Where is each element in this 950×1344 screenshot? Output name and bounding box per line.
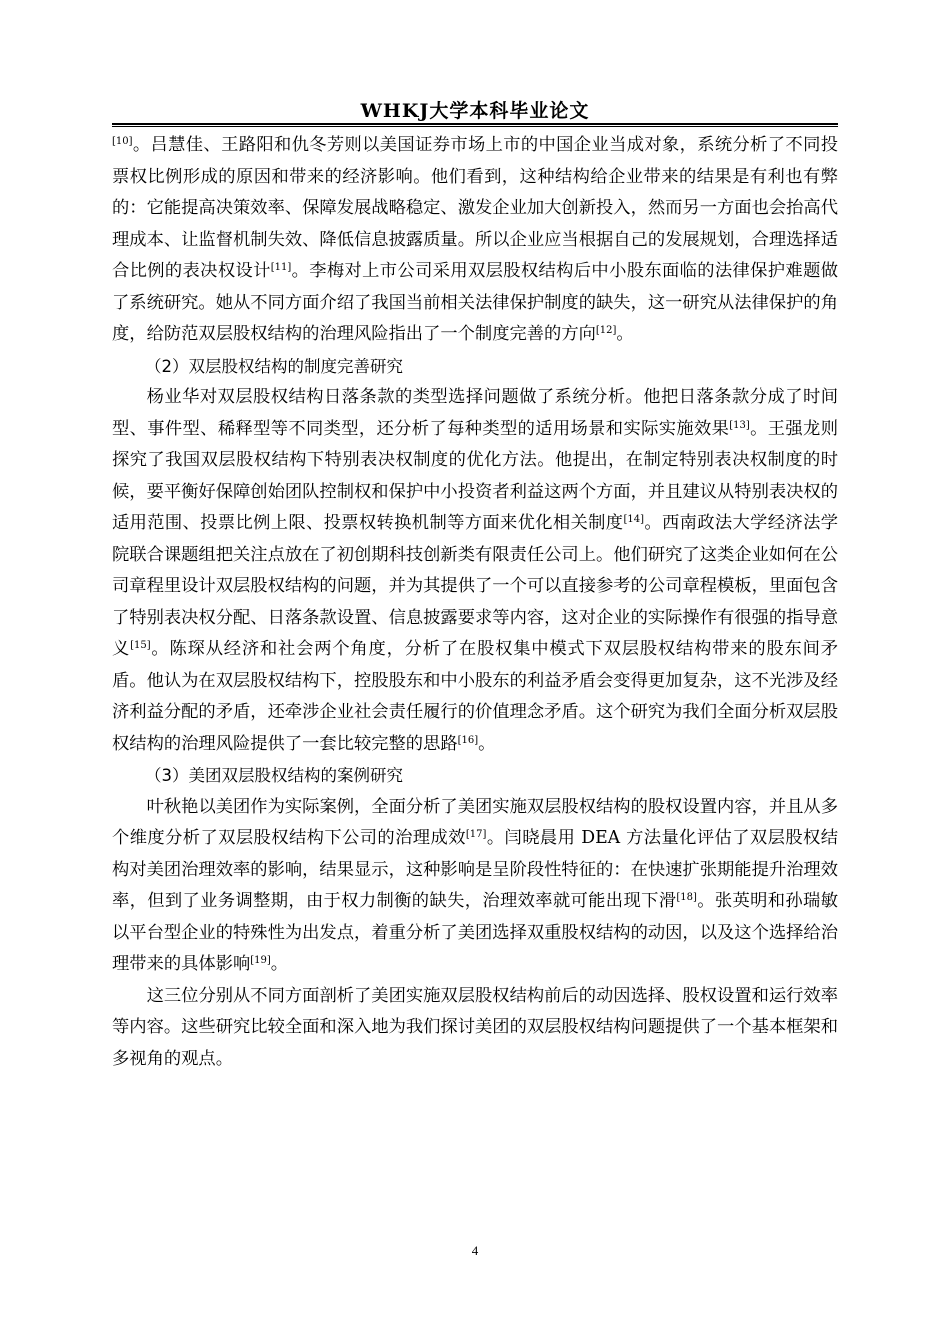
citation-marker: [17] — [465, 829, 487, 840]
text-run: 。李梅对上市公司采用双层股权结构后中小股东面临的法律保护难题做了系统研究。她从不同方面介绍了我国当前相关法律保护制度的缺失，这一研究从法律保护的角度，给防范双层股权结构的治理风险指出了一个制度完善的方向 — [112, 261, 838, 344]
text-run: 叶秋艳以美团作为实际案例，全面分析了美团实施双层股权结构的股权设置内容，并且从多个维度分析了双层股权结构下公司的治理成效 — [112, 796, 838, 848]
citation-marker: [15] — [130, 640, 151, 651]
section-heading — [112, 351, 838, 383]
citation-marker: [19] — [250, 955, 271, 966]
page-header-title: WHKJ大学本科毕业论文 — [360, 100, 590, 122]
text-run: （3）美团双层股权结构的案例研究 — [145, 766, 403, 785]
text-run: （2）双层股权结构的制度完善研究 — [145, 356, 403, 376]
paragraph — [112, 792, 838, 981]
page-number: 4 — [471, 1243, 479, 1258]
citation-marker: [12] — [595, 325, 617, 336]
text-run: 。西南政法大学经济法学院联合课题组把关注点放在了初创期科技创新类有限责任公司上。他们研究了这类企业如何在公司章程里设计双层股权结构的问题，并为其提供了一个可以直接参考的公司章程模板，里面包含了特别表决权分配、日落条款设置、信息披露要求等内容，这对企业的实际操作有很强的指导意义 — [112, 513, 838, 659]
section-heading — [112, 760, 838, 792]
body-text — [112, 130, 838, 1075]
text-run: 。 — [270, 954, 289, 974]
text-run: 。 — [478, 733, 496, 754]
text-run: 。 — [616, 324, 634, 344]
text-run: 。闫晓晨用 DEA 方法量化评估了双层股权结构对美团治理效率的影响，结果显示，这种影响是呈阶段性特征的：在快速扩张期能提升治理效率，但到了业务调整期，由于权力制衡的缺失，治理效率就可能出现下滑 — [112, 828, 838, 911]
citation-marker: [18] — [676, 892, 697, 903]
paragraph — [112, 382, 838, 760]
text-run: 。吕慧佳、王路阳和仇冬芳则以美国证券市场上市的中国企业当成对象，系统分析了不同投票权比例形成的原因和带来的经济影响。他们看到，这种结构给企业带来的结果是有利也有弊的：它能提高决策效率、保障发展战略稳定、激发企业加大创新投入，然而另一方面也会抬高代理成本、让监督机制失效、降低信息披露质量。所以企业应当根据自己的发展规划，合理选择适合比例的表决权设计 — [112, 135, 838, 281]
header-rule-thin — [112, 126, 838, 127]
citation-marker: [14] — [623, 514, 644, 525]
header-rule-thick — [112, 123, 838, 125]
text-run: 。王强龙则探究了我国双层股权结构下特别表决权制度的优化方法。他提出，在制定特别表决权制度的时候，要平衡好保障创始团队控制权和保护中小投资者利益这两个方面，并且建议从特别表决权的适用范围、投票比例上限、投票权转换机制等方面来优化相关制度 — [112, 418, 838, 533]
text-run: 。张英明和孙瑞敏以平台型企业的特殊性为出发点，着重分析了美团选择双重股权结构的动因，以及这个选择给治理带来的具体影响 — [112, 891, 838, 974]
text-run: 杨业华对双层股权结构日落条款的类型选择问题做了系统分析。他把日落条款分成了时间型、事件型、稀释型等不同类型，还分析了每种类型的适用场景和实际实施效果 — [112, 387, 838, 439]
citation-marker: [11] — [270, 262, 292, 273]
paragraph — [112, 130, 838, 351]
paragraph — [112, 981, 838, 1076]
citation-marker: [13] — [729, 419, 750, 431]
text-run: 。陈琛从经济和社会两个角度，分析了在股权集中模式下双层股权结构带来的股东间矛盾。他认为在双层股权结构下，控股股东和中小股东的利益矛盾会变得更加复杂，这不光涉及经济利益分配的矛盾，还牵涉企业社会责任履行的价值理念矛盾。这个研究为我们全面分析双层股权结构的治理风险提供了一套比较完整的思路 — [112, 639, 838, 754]
citation-marker: [10] — [112, 136, 133, 147]
citation-marker: [16] — [457, 734, 479, 746]
text-run: 这三位分别从不同方面剖析了美团实施双层股权结构前后的动因选择、股权设置和运行效率等内容。这些研究比较全面和深入地为我们探讨美团的双层股权结构问题提供了一个基本框架和多视角的观点。 — [112, 985, 838, 1069]
